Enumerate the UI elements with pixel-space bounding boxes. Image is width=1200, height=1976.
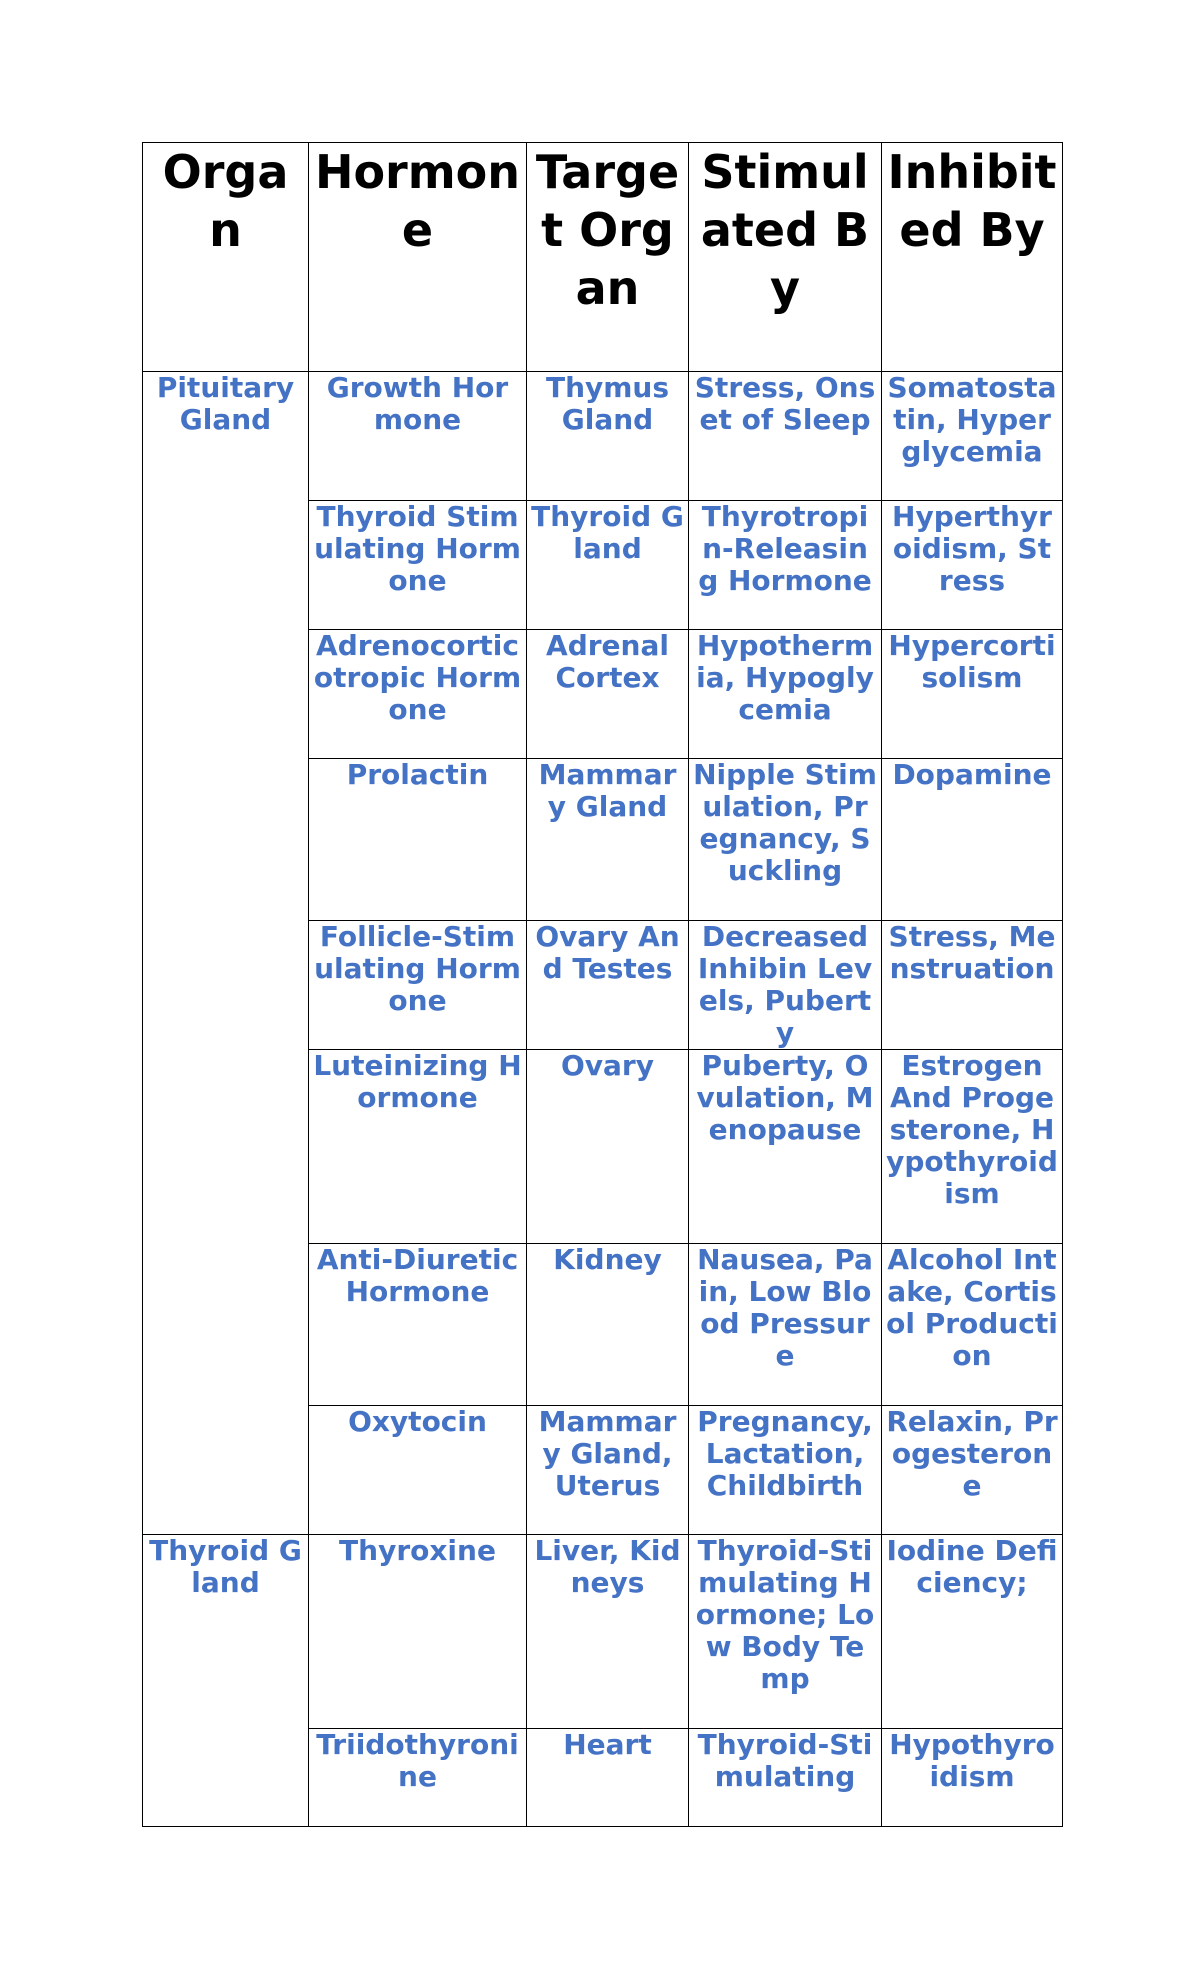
stimulated-cell: Thyroid-Stimulating [689,1729,882,1827]
inhibited-cell: Hypercortisolism [882,630,1063,759]
hormone-cell: Triidothyronine [309,1729,527,1827]
inhibited-cell: Dopamine [882,759,1063,921]
target-cell: Heart [527,1729,689,1827]
target-cell: Ovary [527,1050,689,1244]
table-row [143,372,1063,501]
hormone-cell: Anti-Diuretic Hormone [309,1244,527,1406]
inhibited-cell: Relaxin, Progesterone [882,1406,1063,1535]
organ-cell: Pituitary Gland [143,372,309,1535]
target-cell: Thymus Gland [527,372,689,501]
inhibited-cell: Hypothyroidism [882,1729,1063,1827]
target-cell: Kidney [527,1244,689,1406]
stimulated-cell: Puberty, Ovulation, Menopause [689,1050,882,1244]
hormone-cell: Growth Hormone [309,372,527,501]
stimulated-cell: Nipple Stimulation, Pregnancy, Suckling [689,759,882,921]
table-header-row [143,143,1063,372]
target-cell: Mammary Gland, Uterus [527,1406,689,1535]
inhibited-cell: Estrogen And Progesterone, Hypothyroidism [882,1050,1063,1244]
inhibited-cell: Somatostatin, Hyperglycemia [882,372,1063,501]
target-cell: Thyroid Gland [527,501,689,630]
hormone-cell: Thyroxine [309,1535,527,1729]
hormone-cell: Luteinizing Hormone [309,1050,527,1244]
hormone-cell: Adrenocorticotropic Hormone [309,630,527,759]
header-inhibited-by: Inhibited By [882,143,1063,372]
hormone-cell: Follicle-Stimulating Hormone [309,921,527,1050]
hormone-cell: Thyroid Stimulating Hormone [309,501,527,630]
organ-cell: Thyroid Gland [143,1535,309,1827]
header-target-organ: Target Organ [527,143,689,372]
header-organ: Organ [143,143,309,372]
target-cell: Ovary And Testes [527,921,689,1050]
hormone-cell: Prolactin [309,759,527,921]
stimulated-cell: Thyrotropin-Releasing Hormone [689,501,882,630]
hormone-table [142,142,1063,1827]
header-stimulated-by: Stimulated By [689,143,882,372]
stimulated-cell: Decreased Inhibin Levels, Puberty [689,921,882,1050]
target-cell: Mammary Gland [527,759,689,921]
table-row [143,1535,1063,1729]
target-cell: Adrenal Cortex [527,630,689,759]
inhibited-cell: Iodine Deficiency; [882,1535,1063,1729]
inhibited-cell: Alcohol Intake, Cortisol Production [882,1244,1063,1406]
hormone-cell: Oxytocin [309,1406,527,1535]
header-hormone: Hormone [309,143,527,372]
inhibited-cell: Stress, Menstruation [882,921,1063,1050]
stimulated-cell: Thyroid-Stimulating Hormone; Low Body Temp [689,1535,882,1729]
stimulated-cell: Pregnancy, Lactation, Childbirth [689,1406,882,1535]
stimulated-cell: Stress, Onset of Sleep [689,372,882,501]
stimulated-cell: Hypothermia, Hypoglycemia [689,630,882,759]
stimulated-cell: Nausea, Pain, Low Blood Pressure [689,1244,882,1406]
inhibited-cell: Hyperthyroidism, Stress [882,501,1063,630]
target-cell: Liver, Kidneys [527,1535,689,1729]
